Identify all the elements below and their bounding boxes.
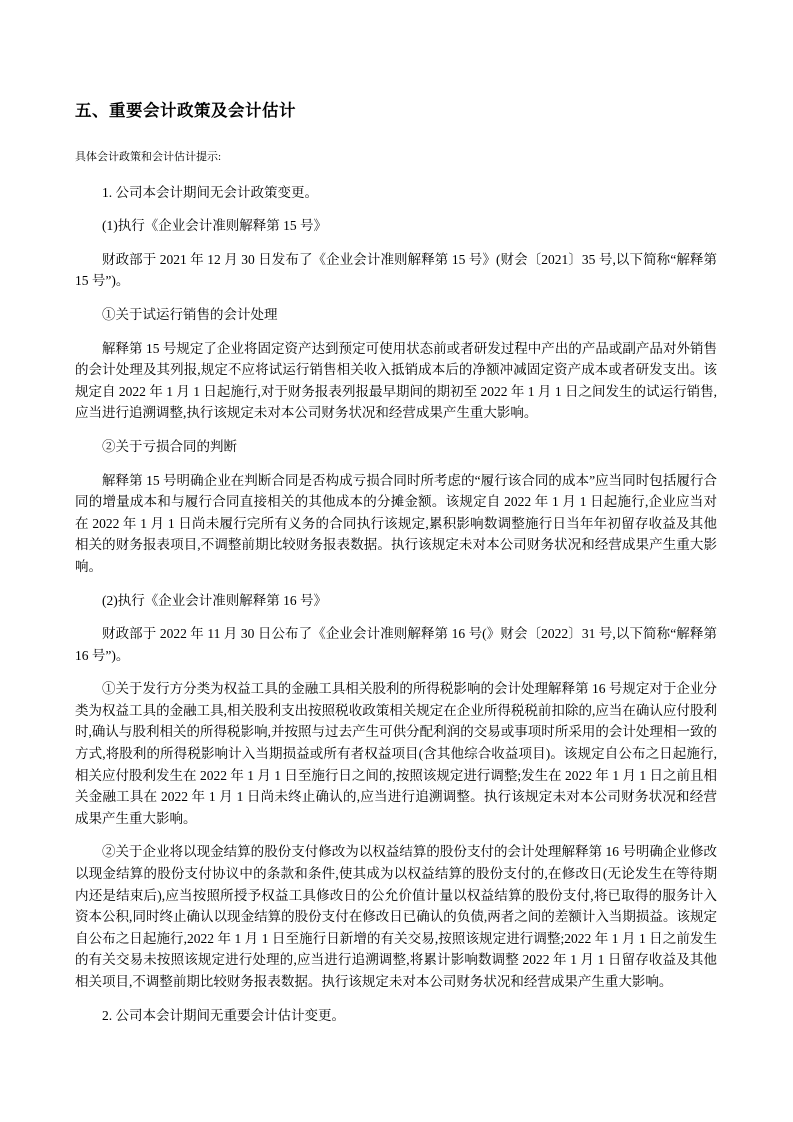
paragraph: 财政部于 2022 年 11 月 30 日公布了《企业会计准则解释第 16 号(》财会〔2022〕31 号,以下简称“解释第 16 号”)。 xyxy=(75,626,717,663)
paragraph: ②关于企业将以现金结算的股份支付修改为以权益结算的股份支付的会计处理解释第 16 号明确企业修改以现金结算的股份支付协议中的条款和条件,使其成为以权益结算的股份支付的,在修改日(无论发生在等待期内还是结束后),应当按照所授予权益工具修改日的公允价值计量以权益结算的股份支付,将已取得的服务计入资本公积,同时终止确认以现金结算的股份支付在修改日已确认的负债,两者之间的差额计入当期损益。该规定自公布之日起施行,2022 年 1 月 1 日至施行日新增的有关交易,按照该规定进行调整;2022 年 1 月 1 日之前发生的有关交易未按照该规定进行处理的,应当进行追溯调整,将累计影响数调整 2022 年 1 月 1 日留存收益及其他相关项目,不调整前期比较财务报表数据。执行该规定未对本公司财务状况和经营成果产生重大影响。 xyxy=(75,844,717,989)
paragraph: 具体会计政策和会计估计提示: xyxy=(75,151,222,163)
paragraph: 解释第 15 号规定了企业将固定资产达到预定可使用状态前或者研发过程中产出的产品或副产品对外销售的会计处理及其列报,规定不应将试运行销售相关收入抵销成本后的净额冲减固定资产成本或者研发支出。该规定自 2022 年 1 月 1 日起施行,对于财务报表列报最早期间的期初至 2022 年 1 月 1 日之间发生的试运行销售,应当进行追溯调整,执行该规定未对本公司财务状况和经营成果产生重大影响。 xyxy=(75,340,717,421)
paragraph: (1)执行《企业会计准则解释第 15 号》 xyxy=(102,218,327,234)
paragraph: ②关于亏损合同的判断 xyxy=(102,438,237,454)
paragraph: 1. 公司本会计期间无会计政策变更。 xyxy=(102,184,318,200)
paragraph: ①关于发行方分类为权益工具的金融工具相关股利的所得税影响的会计处理解释第 16 号规定对于企业分类为权益工具的金融工具,相关股利支出按照税收政策相关规定在企业所得税税前扣除的,应当在确认应付股利时,确认与股利相关的所得税影响,并按照与过去产生可供分配利润的交易或事项时所采用的会计处理相一致的方式,将股利的所得税影响计入当期损益或所有者权益项目(含其他综合收益项目)。该规定自公布之日起施行,相关应付股利发生在 2022 年 1 月 1 日至施行日之间的,按照该规定进行调整;发生在 2022 年 1 月 1 日之前且相关金融工具在 2022 年 1 月 1 日尚未终止确认的,应当进行追溯调整。执行该规定未对本公司财务状况和经营成果产生重大影响。 xyxy=(75,681,717,826)
paragraph: 解释第 15 号明确企业在判断合同是否构成亏损合同时所考虑的“履行该合同的成本”应当同时包括履行合同的增量成本和与履行合同直接相关的其他成本的分摊金额。该规定自 2022 年 1 月 1 日起施行,企业应当对在 2022 年 1 月 1 日尚未履行完所有义务的合同执行该规定,累积影响数调整施行日当年年初留存收益及其他相关的财务报表项目,不调整前期比较财务报表数据。执行该规定未对本公司财务状况和经营成果产生重大影响。 xyxy=(75,472,717,574)
paragraph: 2. 公司本会计期间无重要会计估计变更。 xyxy=(102,1007,345,1023)
paragraph: (2)执行《企业会计准则解释第 16 号》 xyxy=(102,592,327,608)
paragraph: 财政部于 2021 年 12 月 30 日发布了《企业会计准则解释第 15 号》(财会〔2021〕35 号,以下简称“解释第 15 号”)。 xyxy=(75,251,717,289)
section-title: 五、重要会计政策及会计估计 xyxy=(75,102,296,120)
paragraph: ①关于试运行销售的会计处理 xyxy=(102,306,278,322)
paragraph-container xyxy=(75,149,717,1026)
